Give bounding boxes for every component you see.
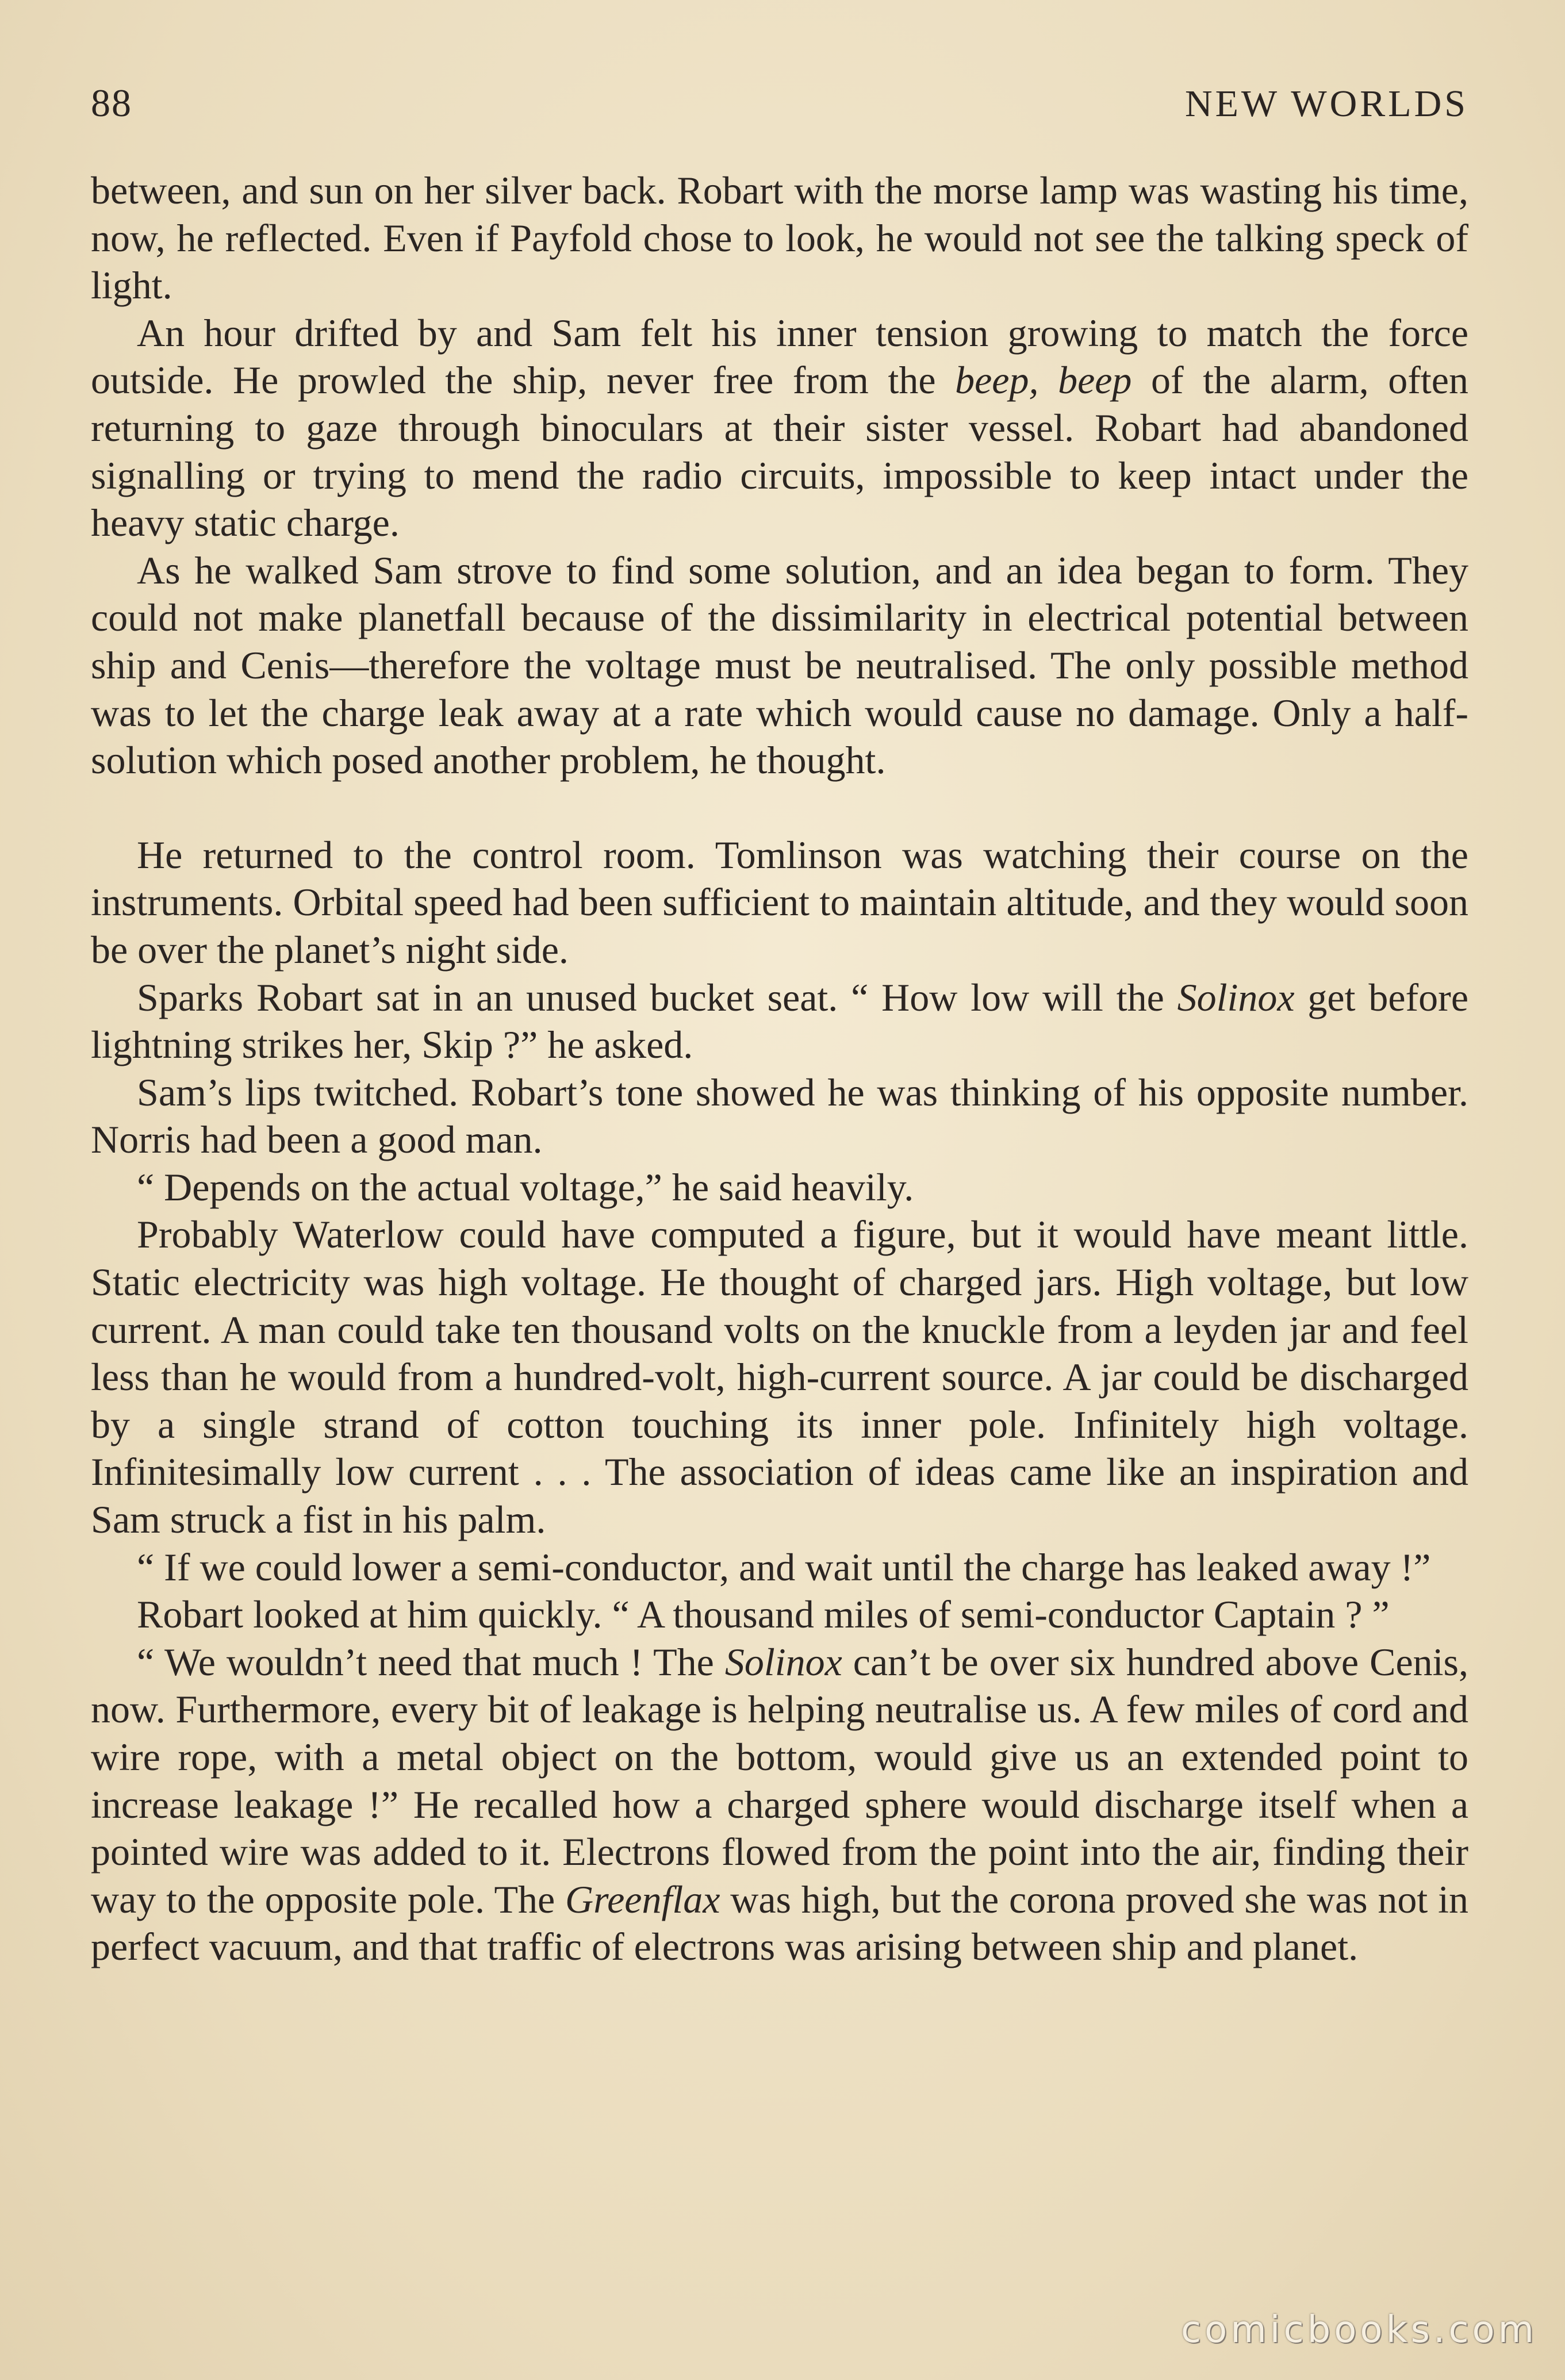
- paragraph: [91, 167, 1468, 309]
- running-head: [91, 80, 1468, 149]
- text-run: An hour drifted by and Sam felt his inner tension growing to match the force outside. He prowled the ship, never free from the: [91, 310, 1468, 402]
- text-run: He returned to the control room. Tomlinson was watching their course on the instruments. Orbital speed had been sufficient to maintain altitude, and they would soon be over the planet’s night side.: [91, 832, 1468, 972]
- paragraph: [91, 547, 1468, 784]
- italic-text: beep, beep: [955, 358, 1132, 402]
- paragraph: [91, 974, 1468, 1069]
- paragraph: [91, 1591, 1468, 1638]
- text-run: between, and sun on her silver back. Robart with the morse lamp was wasting his time, now, he reflected. Even if Payfold chose to look, he would not see the talking speck of light.: [91, 168, 1468, 308]
- paragraph: [91, 1211, 1468, 1543]
- paragraph: [91, 831, 1468, 974]
- body-text: [91, 167, 1468, 1971]
- text-run: Sparks Robart sat in an unused bucket seat. “ How low will the: [137, 975, 1177, 1019]
- text-run: As he walked Sam strove to find some solution, and an idea began to form. They could not make planetfall because of the dissimilarity in electrical potential between ship and Cenis—therefore the voltage must be neutralised. The only possible method was to let the charge leak away at a rate which would cause no damage. Only a half-solution which posed another problem, he thought.: [91, 548, 1468, 782]
- text-run: can’t be over six hundred above Cenis, now. Furthermore, every bit of leakage is helping neutralise us. A few miles of cord and wire rope, with a metal object on the bottom, would give us an extended point to increase leakage !” He recalled how a charged sphere would discharge itself when a pointed wire was added to it. Electrons flowed from the point into the air, finding their way to the opposite pole. The: [91, 1640, 1469, 1921]
- text-run: of the alarm, often returning to gaze through binoculars at their sister vessel. Robart had abandoned signalling or trying to mend the radio circuits, impossible to keep intact under the heavy static charge.: [91, 358, 1468, 545]
- paragraph: [91, 1544, 1468, 1591]
- text-run: “ If we could lower a semi-conductor, and wait until the charge has leaked away !”: [137, 1545, 1431, 1589]
- paragraph: [91, 1164, 1468, 1211]
- paragraph: [91, 1069, 1468, 1164]
- italic-text: Solinox: [724, 1640, 842, 1684]
- italic-text: Greenflax: [565, 1877, 720, 1921]
- italic-text: Solinox: [1177, 975, 1295, 1019]
- section-break: [91, 784, 1468, 831]
- text-run: Robart looked at him quickly. “ A thousand miles of semi-conductor Captain ? ”: [137, 1592, 1390, 1637]
- text-run: was high, but the corona proved she was not in perfect vacuum, and that traffic of electrons was arising between ship and planet.: [91, 1877, 1468, 1969]
- text-run: “ We wouldn’t need that much ! The: [137, 1640, 725, 1684]
- text-run: Probably Waterlow could have computed a figure, but it would have meant little. Static electricity was high voltage. He thought of charged jars. High voltage, but low current. A man could take ten thousand volts on the knuckle from a leyden jar and feel less than he would from a hundred-volt, high-current source. A jar could be discharged by a single strand of cotton touching its inner pole. Infinitely high voltage. Infinitesimally low current . . . The association of ideas came like an inspiration and Sam struck a fist in his palm.: [91, 1212, 1468, 1542]
- watermark: comicbooks.com: [1180, 2309, 1537, 2351]
- page-number: 88: [91, 81, 132, 125]
- paragraph: [91, 309, 1468, 547]
- text-run: “ Depends on the actual voltage,” he said heavily.: [137, 1165, 914, 1209]
- journal-title: NEW WORLDS: [1184, 83, 1468, 125]
- text-run: get before lightning strikes her, Skip ?” he asked.: [91, 975, 1469, 1067]
- book-page: [91, 80, 1468, 2323]
- paragraph: [91, 1638, 1468, 1971]
- text-run: Sam’s lips twitched. Robart’s tone showed he was thinking of his opposite number. Norris had been a good man.: [91, 1070, 1468, 1162]
